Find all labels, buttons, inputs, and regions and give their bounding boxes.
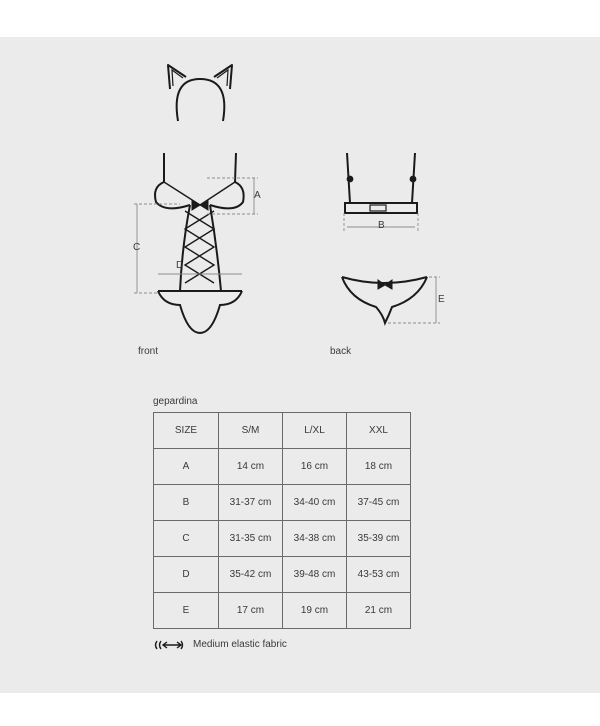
table-row bbox=[154, 521, 411, 557]
table-cell: 21 cm bbox=[347, 593, 411, 629]
table-cell: B bbox=[154, 485, 219, 521]
dimension-label-a: A bbox=[254, 190, 261, 201]
elastic-arrows-icon bbox=[153, 640, 185, 650]
table-row bbox=[154, 485, 411, 521]
table-header-cell: SIZE bbox=[154, 413, 219, 449]
table-cell: 17 cm bbox=[219, 593, 283, 629]
table-cell: A bbox=[154, 449, 219, 485]
table-row bbox=[154, 557, 411, 593]
table-cell: D bbox=[154, 557, 219, 593]
table-row bbox=[154, 449, 411, 485]
back-bra-strap-icon bbox=[345, 153, 417, 213]
table-header-cell: S/M bbox=[219, 413, 283, 449]
dimension-label-b: B bbox=[378, 220, 385, 231]
dimension-label-d: D bbox=[176, 260, 184, 271]
table-cell: 31-37 cm bbox=[219, 485, 283, 521]
fabric-note bbox=[153, 639, 287, 650]
product-name: gepardina bbox=[153, 396, 198, 407]
product-sheet bbox=[0, 37, 600, 693]
table-cell: 34-40 cm bbox=[283, 485, 347, 521]
front-view-label: front bbox=[138, 346, 159, 357]
table-cell: 35-39 cm bbox=[347, 521, 411, 557]
fabric-note-text: Medium elastic fabric bbox=[193, 639, 287, 650]
dimension-label-c: C bbox=[133, 242, 141, 253]
table-cell: 35-42 cm bbox=[219, 557, 283, 593]
table-header-cell: L/XL bbox=[283, 413, 347, 449]
table-cell: 39-48 cm bbox=[283, 557, 347, 593]
table-cell: 14 cm bbox=[219, 449, 283, 485]
table-cell: 34-38 cm bbox=[283, 521, 347, 557]
table-cell: 43-53 cm bbox=[347, 557, 411, 593]
table-header-row bbox=[154, 413, 411, 449]
dimension-label-e: E bbox=[438, 294, 445, 305]
cat-ears-headband-icon bbox=[168, 65, 232, 121]
table-cell: 31-35 cm bbox=[219, 521, 283, 557]
thong-measurements bbox=[388, 277, 440, 323]
table-cell: 37-45 cm bbox=[347, 485, 411, 521]
back-thong-icon bbox=[342, 277, 427, 323]
table-row bbox=[154, 593, 411, 629]
back-view-label: back bbox=[330, 346, 352, 357]
table-cell: C bbox=[154, 521, 219, 557]
table-cell: 19 cm bbox=[283, 593, 347, 629]
table-cell: 18 cm bbox=[347, 449, 411, 485]
table-header-cell: XXL bbox=[347, 413, 411, 449]
table-cell: E bbox=[154, 593, 219, 629]
size-table bbox=[153, 412, 411, 629]
front-teddy-icon bbox=[155, 153, 244, 333]
table-cell: 16 cm bbox=[283, 449, 347, 485]
